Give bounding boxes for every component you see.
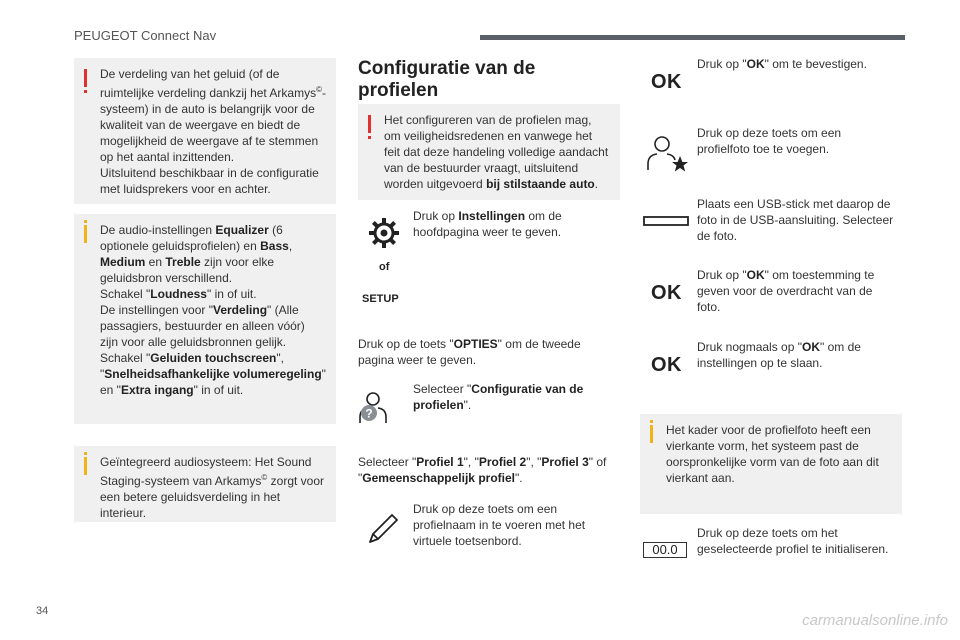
step-allow-transfer: Druk op "OK" om toestemming te geven voor de overdracht van de foto. bbox=[697, 268, 875, 314]
step-options: Druk op de toets "OPTIES" om de tweede pagina weer te geven. bbox=[358, 337, 581, 367]
setup-button-label: SETUP bbox=[362, 293, 399, 305]
info-text-sound-staging: Geïntegreerd audiosysteem: Het Sound Staging-systeem van Arkamys© zorgt voor een betere geluidsverdeling in het interieur. bbox=[100, 455, 325, 520]
step-select-configuration: Selecteer "Configuratie van de profielen". bbox=[413, 382, 584, 412]
info-text-loudness: Schakel "Loudness" in of uit. bbox=[100, 287, 257, 301]
step-insert-usb: Plaats een USB-stick met daarop de foto in de USB-aansluiting. Selecteer de foto. bbox=[697, 197, 894, 243]
ok-button-label: OK bbox=[651, 282, 682, 304]
watermark: carmanualsonline.info bbox=[802, 612, 948, 629]
warning-box-configure-profiles bbox=[358, 104, 620, 200]
pencil-edit-icon bbox=[366, 510, 402, 546]
page-number: 34 bbox=[36, 605, 49, 617]
info-text-distribution: De instellingen voor "Verdeling" (Alle passagiers, bestuurder en alleen vóór) zijn voor alle geluidsbronnen gelijk. bbox=[100, 303, 305, 349]
header-title: PEUGEOT Connect Nav bbox=[74, 28, 217, 43]
section-title: Configuratie van de profielen bbox=[358, 58, 536, 101]
info-icon bbox=[84, 457, 87, 475]
profile-photo-icon bbox=[646, 134, 688, 172]
warning-text: Het configureren van de profielen mag, om veiligheidsredenen en vanwege het feit dat deze handeling volledige aandacht van de bestuurder vraagt, uitsluitend worden uitgevoerd bij stilstaande auto. bbox=[384, 113, 609, 191]
step-select-profile: Selecteer "Profiel 1", "Profiel 2", "Profiel 3" of "Gemeenschappelijk profiel". bbox=[358, 455, 607, 485]
step-enter-profile-name: Druk op deze toets om een profielnaam in te voeren met het virtuele toetsenbord. bbox=[413, 502, 586, 548]
warning-icon bbox=[368, 115, 371, 133]
ok-button-label: OK bbox=[651, 354, 682, 376]
step-add-photo: Druk op deze toets om een profielfoto toe te voegen. bbox=[697, 126, 842, 156]
warning-icon bbox=[84, 69, 87, 87]
warning-box-sound-distribution bbox=[74, 58, 336, 204]
reset-profile-counter: 00.0 bbox=[643, 542, 687, 558]
info-box-audio-settings bbox=[74, 214, 336, 424]
step-open-settings: Druk op Instellingen om de hoofdpagina weer te geven. bbox=[413, 209, 562, 239]
settings-gear-icon bbox=[367, 216, 401, 250]
ok-button-label: OK bbox=[651, 71, 682, 93]
svg-text:?: ? bbox=[365, 406, 373, 421]
step-save-settings: Druk nogmaals op "OK" om de instellingen op te slaan. bbox=[697, 340, 861, 370]
or-label: of bbox=[379, 261, 390, 273]
info-box-sound-staging bbox=[74, 446, 336, 522]
usb-slot-icon bbox=[643, 214, 689, 228]
warning-text-2: Uitsluitend beschikbaar in de configuratie met luidsprekers voor en achter. bbox=[100, 166, 319, 196]
step-confirm: Druk op "OK" om te bevestigen. bbox=[697, 57, 867, 71]
info-text-equalizer: De audio-instellingen Equalizer (6 optionele geluidsprofielen) en Bass, Medium en Treble zijn voor elke geluidsbron verschillend. bbox=[100, 223, 293, 285]
info-text-photo-frame: Het kader voor de profielfoto heeft een vierkante vorm, het systeem past de oorspronkelijke vorm van de foto aan dit vierkant aan. bbox=[666, 423, 879, 485]
step-reset-profile: Druk op deze toets om het geselecteerde profiel te initialiseren. bbox=[697, 526, 889, 556]
info-icon bbox=[84, 225, 87, 243]
info-text-touch-sounds: Schakel "Geluiden touchscreen", "Snelheidsafhankelijke volumeregeling" en "Extra ingang" in of uit. bbox=[100, 351, 326, 397]
info-box-photo-frame bbox=[640, 414, 902, 514]
profile-help-icon bbox=[356, 389, 390, 425]
header-bar bbox=[480, 35, 905, 40]
warning-text: De verdeling van het geluid (of de ruimtelijke verdeling dankzij het Arkamys©-systeem) in de auto is belangrijk voor de kwaliteit van de weergave en biedt de mogelijkheid de weergave af te stemmen op het aantal inzittenden. bbox=[100, 67, 326, 164]
info-icon bbox=[650, 425, 653, 443]
